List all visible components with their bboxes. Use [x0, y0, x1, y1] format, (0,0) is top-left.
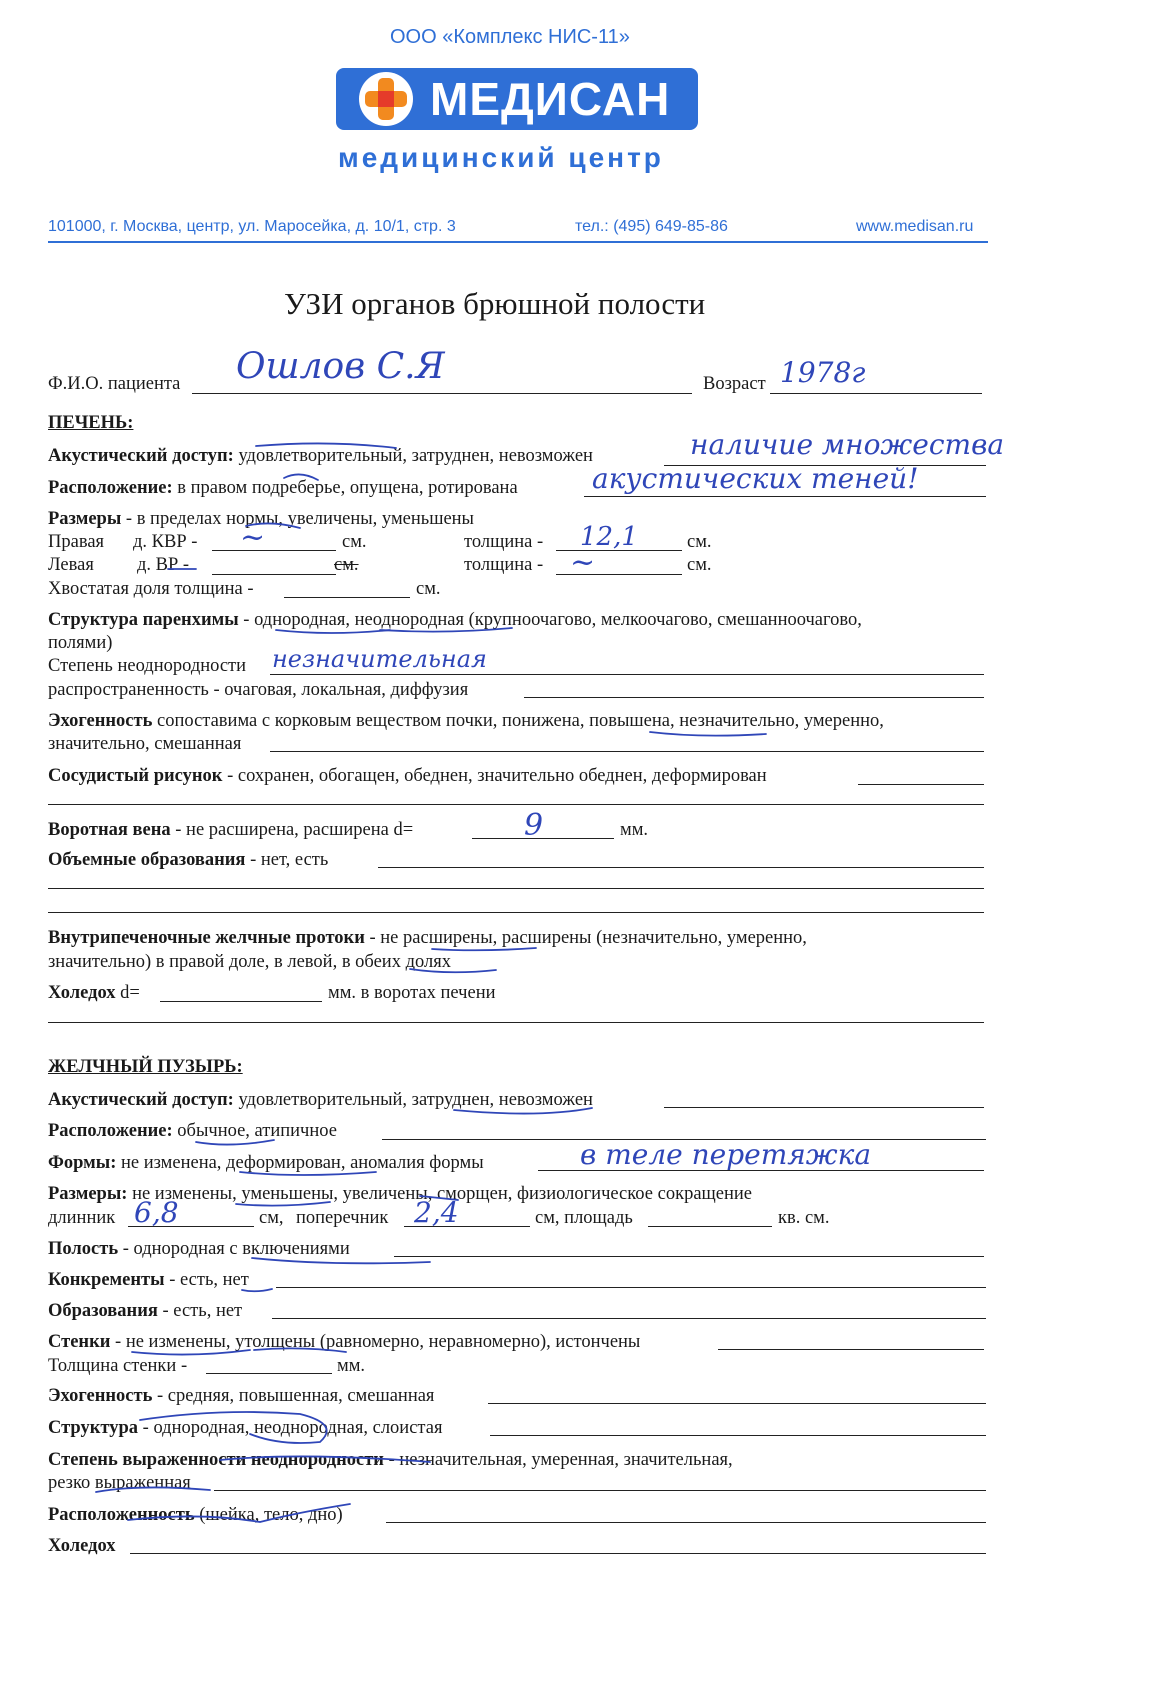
portal-handwritten: 9 [524, 808, 544, 843]
gb-shape [48, 1153, 484, 1174]
masses [48, 850, 328, 871]
vessels-label: Сосудистый рисунок [48, 766, 223, 786]
liver-echo-line [270, 751, 984, 752]
gb-access [48, 1090, 593, 1111]
liver-position-options: в правом подреберье, опущена, ротирована [177, 478, 518, 498]
liver-access-options: удовлетворительный, затруднен, невозможен [238, 446, 593, 466]
right-lobe-label: Правая [48, 532, 105, 552]
gb-structure-line [490, 1435, 986, 1436]
portal-options: - не расширена, расширена d= [175, 820, 414, 840]
liver-position-label: Расположение: [48, 478, 173, 498]
brand-logo [336, 68, 698, 130]
liver-size-label: Размеры [48, 509, 122, 529]
liver-access-note-handwritten: наличие множества [690, 428, 1005, 461]
liver-heading: ПЕЧЕНЬ: [48, 413, 134, 433]
clinic-website: www.medisan.ru [856, 218, 974, 235]
left-lobe-d-line [212, 574, 336, 575]
gb-size-label: Размеры: [48, 1184, 128, 1204]
gb-cavity-line [394, 1256, 984, 1257]
gb-echo-line [488, 1403, 986, 1404]
gb-width-label: поперечник [296, 1208, 389, 1228]
clinic-phone: тел.: (495) 649-85-86 [575, 218, 728, 235]
medical-cross-icon [358, 71, 414, 127]
right-lobe-cm: см. [342, 532, 367, 552]
heterogeneity-label: Степень неоднородности [48, 656, 247, 676]
parenchyma [48, 610, 862, 631]
right-thickness-label: толщина - [464, 532, 544, 552]
liver-echo-options: сопоставима с корковым веществом почки, понижена, повышена, незначительно, умеренно, [157, 711, 884, 731]
liver-position [48, 478, 518, 499]
liver-position-note-handwritten: акустических теней! [592, 462, 919, 495]
liver-echo-label: Эхогенность [48, 711, 153, 731]
gb-walls-options: - не изменены, утолщены (равномерно, неравномерно), истончены [115, 1332, 641, 1352]
gb-structure [48, 1418, 442, 1439]
liver-choledoch-line [160, 1001, 322, 1002]
gb-formations-line [272, 1318, 986, 1319]
spread-label: распространенность - очаговая, локальная, диффузия [48, 680, 469, 700]
liver-echo-options-cont: значительно, смешанная [48, 734, 242, 754]
left-thickness-label: толщина - [464, 555, 544, 575]
gb-stones-line [276, 1287, 986, 1288]
parenchyma-options: - однородная, неоднородная (крупноочагово, мелкоочагово, смешанноочагово, [243, 610, 862, 630]
gb-access-label: Акустический доступ: [48, 1090, 234, 1110]
pen-mark-echo [650, 732, 766, 736]
gb-echo-options: - средняя, повышенная, смешанная [157, 1386, 435, 1406]
left-lobe-label: Левая [48, 555, 94, 575]
liver-access-label: Акустический доступ: [48, 446, 234, 466]
gb-area-unit: кв. см. [778, 1208, 830, 1228]
caudate-line [284, 597, 410, 598]
gb-formations-options: - есть, нет [162, 1301, 243, 1321]
gb-choledoch [48, 1536, 116, 1557]
masses-line-3 [48, 912, 984, 913]
gb-walls [48, 1332, 640, 1353]
gb-stones [48, 1270, 249, 1291]
gb-formations [48, 1301, 242, 1322]
gb-position-options: обычное, атипичное [177, 1121, 337, 1141]
liver-position-line [584, 496, 986, 497]
gb-access-line [664, 1107, 984, 1108]
vessels-line [858, 784, 984, 785]
parenchyma-label: Структура паренхимы [48, 610, 239, 630]
masses-options: - нет, есть [250, 850, 329, 870]
gb-choledoch-label: Холедох [48, 1536, 116, 1556]
age-label: Возраст [703, 374, 766, 394]
gb-area-label: см, площадь [535, 1208, 633, 1228]
gb-shape-label: Формы: [48, 1153, 117, 1173]
caudate-cm: см. [416, 579, 441, 599]
left-thickness-handwritten: ~ [570, 545, 596, 580]
gb-echo-label: Эхогенность [48, 1386, 153, 1406]
gb-cavity-label: Полость [48, 1239, 119, 1259]
caudate-label: Хвостатая доля толщина - [48, 579, 254, 599]
gb-position [48, 1121, 337, 1142]
brand-name: МЕДИСАН [430, 73, 671, 125]
masses-line [378, 867, 984, 868]
gb-degree-options: - незначительная, умеренная, значительная, [388, 1450, 733, 1470]
gb-degree [48, 1450, 733, 1471]
right-lobe-d-line [212, 550, 336, 551]
patient-name-handwritten: Ошлов С.Я [236, 346, 445, 387]
gb-degree-options-cont: резко выраженная [48, 1473, 191, 1493]
gb-degree-label: Степень выраженности неоднородности [48, 1450, 384, 1470]
age-line [770, 393, 982, 394]
left-thickness-cm: см. [687, 555, 712, 575]
age-handwritten: 1978г [780, 356, 866, 389]
right-lobe-d: д. КВР - [133, 532, 198, 552]
gb-structure-label: Структура [48, 1418, 139, 1438]
liver-size-options: - в пределах нормы, увеличены, уменьшены [125, 509, 474, 529]
ducts-options: - не расширены, расширены (незначительно, умеренно, [369, 928, 807, 948]
header-divider [48, 241, 988, 243]
gb-location [48, 1505, 343, 1526]
liver-echo [48, 711, 884, 732]
form-title: УЗИ органов брюшной полости [284, 286, 706, 321]
gb-walls-line [718, 1349, 984, 1350]
portal-label: Воротная вена [48, 820, 171, 840]
brand-subtitle: медицинский центр [338, 142, 664, 173]
gb-stones-options: - есть, нет [169, 1270, 249, 1290]
gb-echo [48, 1386, 434, 1407]
heterogeneity-handwritten: незначительная [272, 645, 487, 673]
gb-location-label: Расположенность [48, 1505, 195, 1525]
left-lobe-cm: см. [334, 555, 359, 575]
heterogeneity-line [270, 674, 984, 675]
company-name: ООО «Комплекс НИС-11» [390, 26, 630, 48]
clinic-address: 101000, г. Москва, центр, ул. Маросейка, д. 10/1, стр. 3 [48, 218, 456, 235]
gb-wall-thickness-label: Толщина стенки - [48, 1356, 188, 1376]
portal-mm: мм. [620, 820, 649, 840]
ducts-options-cont: значительно) в правой доле, в левой, в обеих долях [48, 952, 451, 972]
gb-width-handwritten: 2,4 [414, 1196, 459, 1229]
gallbladder-heading: ЖЕЛЧНЫЙ ПУЗЫРЬ: [48, 1057, 243, 1077]
vessels-line-2 [48, 804, 984, 805]
liver-access [48, 446, 593, 467]
gb-choledoch-line [130, 1553, 986, 1554]
ducts [48, 928, 807, 949]
right-lobe-d-handwritten: ~ [240, 520, 266, 555]
gb-length-label: длинник [48, 1208, 116, 1228]
gb-size-options: не изменены, уменьшены, увеличены, сморщен, физиологическое сокращение [132, 1184, 752, 1204]
right-thickness-handwritten: 12,1 [580, 522, 638, 552]
masses-label: Объемные образования [48, 850, 246, 870]
gb-location-options: (шейка, тело, дно) [199, 1505, 343, 1525]
parenchyma-options-cont: полями) [48, 633, 113, 653]
right-thickness-cm: см. [687, 532, 712, 552]
gb-cavity [48, 1239, 350, 1260]
gb-shape-options: не изменена, деформирован, аномалия формы [120, 1153, 484, 1173]
liver-choledoch [48, 983, 140, 1004]
gb-degree-line [214, 1490, 986, 1491]
gb-length-cm: см, [259, 1208, 284, 1228]
gb-wall-thickness-mm: мм. [337, 1356, 366, 1376]
patient-line [192, 393, 692, 394]
gb-stones-label: Конкременты [48, 1270, 165, 1290]
gb-formations-label: Образования [48, 1301, 158, 1321]
vessels [48, 766, 767, 787]
gb-access-options: удовлетворительный, затруднен, невозможен [238, 1090, 593, 1110]
gb-position-label: Расположение: [48, 1121, 173, 1141]
ducts-label: Внутрипеченочные желчные протоки [48, 928, 365, 948]
liver-choledoch-tail: мм. в воротах печени [328, 983, 496, 1003]
gb-area-line [648, 1226, 772, 1227]
gb-walls-label: Стенки [48, 1332, 111, 1352]
left-lobe-d: д. ВР - [137, 555, 190, 575]
liver-choledoch-line-2 [48, 1022, 984, 1023]
gb-location-line [386, 1522, 986, 1523]
gb-structure-options: - однородная, неоднородная, слоистая [142, 1418, 443, 1438]
gb-length-handwritten: 6,8 [134, 1196, 179, 1229]
vessels-options: - сохранен, обогащен, обеднен, значительно обеднен, деформирован [227, 766, 767, 786]
liver-choledoch-d: d= [120, 983, 140, 1003]
gb-cavity-options: - однородная с включениями [122, 1239, 350, 1259]
spread-line [524, 697, 984, 698]
gb-shape-note-handwritten: в теле перетяжка [580, 1138, 872, 1171]
liver-choledoch-label: Холедох [48, 983, 116, 1003]
portal-vein [48, 820, 413, 841]
patient-label: Ф.И.О. пациента [48, 374, 181, 394]
masses-line-2 [48, 888, 984, 889]
gb-wall-thickness-line [206, 1373, 332, 1374]
